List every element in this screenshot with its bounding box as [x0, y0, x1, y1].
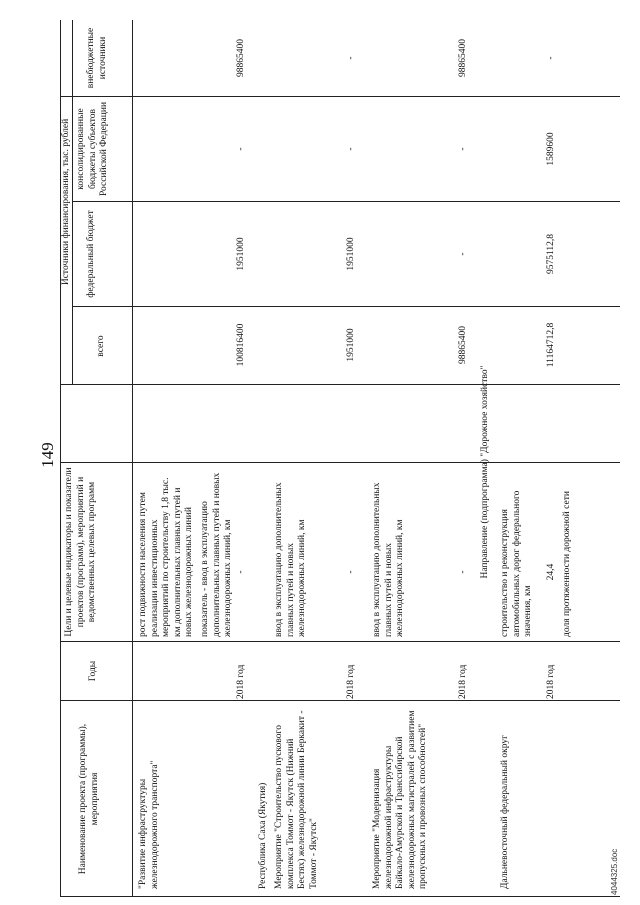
col-rule-2	[60, 641, 620, 642]
row1-federal: 1951000	[236, 237, 246, 271]
row4-value: 24,4	[546, 563, 556, 581]
row3-regional: -	[458, 147, 468, 151]
row3-total: 98865400	[458, 326, 468, 364]
row3-goals: ввод в эксплуатацию дополнительных главных путей и новых железнодорожных линий, км	[372, 482, 405, 637]
row1-regional: -	[236, 147, 246, 151]
row3-year: 2018 год	[458, 664, 468, 699]
row2-extra: -	[346, 56, 356, 60]
col-rule-7	[60, 96, 620, 97]
row2-total: 1951000	[346, 328, 356, 362]
header-name: Наименование проекта (программы), мероприятия	[78, 723, 100, 875]
header-federal: федеральный бюджет	[86, 210, 96, 298]
col-rule-3	[60, 462, 620, 463]
row4-direction: Направление (подпрограмма) "Дорожное хозяйство"	[480, 365, 490, 579]
header-years: Годы	[88, 660, 98, 682]
row4-goals: строительство и реконструкция автомобильных дорог федерального значения, км	[500, 490, 533, 637]
row1-total: 100816400	[236, 323, 246, 367]
header-total: всего	[96, 335, 106, 357]
row2-goals: ввод в эксплуатацию дополнительных главных путей и новых железнодорожных линий, км	[274, 482, 307, 637]
row3-federal: -	[458, 252, 468, 256]
header-goals: Цели и целевые индикаторы и показатели проектов (программ), мероприятий и ведомственных целевых программ	[64, 467, 97, 637]
row4-extra: -	[546, 56, 556, 60]
row4-federal: 9575112,8	[546, 233, 556, 275]
financing-table	[60, 20, 640, 897]
row2-federal: 1951000	[346, 237, 356, 271]
row4-regional: 1589600	[546, 132, 556, 166]
footer-filename: 4044325.doc	[610, 848, 619, 895]
header-extra: внебюджетные источники	[86, 27, 108, 89]
row4-name: Дальневосточный федеральный округ	[500, 735, 510, 889]
row1-goals: рост подвижности населения путем реализации инвестиционных мероприятий по строительству 1,8 тыс. км дополнительных главных путей и новых железнодорожных линий	[138, 477, 194, 637]
header-bottom-rule	[132, 20, 133, 897]
row1-name: "Развитие инфраструктуры железнодорожного транспорта"	[138, 760, 160, 889]
row3-name: Мероприятие "Модернизация железнодорожной инфраструктуры Байкало-Амурской и Транссибирской железнодорожных магистралей с развитием пропускных и провозных способностей"	[372, 710, 428, 889]
row2-region: Республика Саха (Якутия)	[258, 782, 268, 889]
row4-year: 2018 год	[546, 664, 556, 699]
col-rule-1	[60, 700, 620, 701]
row1-year: 2018 год	[236, 664, 246, 699]
row3-value: -	[458, 570, 468, 574]
header-regional: консолидированные бюджеты субъектов Российской Федерации	[76, 101, 109, 197]
col-rule-0	[60, 896, 620, 897]
row1-goals2: показатель - ввод в эксплуатацию дополнительных главных путей и новых железнодорожных линий, км	[200, 472, 233, 637]
row2-regional: -	[346, 147, 356, 151]
row1-value: -	[236, 570, 246, 574]
row4-goals2: доля протяженности дорожной сети	[562, 491, 572, 637]
col-rule-6	[72, 201, 620, 202]
row1-extra: 98865400	[236, 39, 246, 77]
page-number: 149	[38, 442, 57, 468]
row4-total: 11164712,8	[546, 322, 556, 368]
row3-extra: 98865400	[458, 39, 468, 77]
row2-value: -	[346, 570, 356, 574]
row2-year: 2018 год	[346, 664, 356, 699]
col-rule-4	[60, 384, 620, 385]
header-sources: Источники финансирования, тыс. рублей	[61, 118, 71, 286]
row2-name: Мероприятие "Строительство пускового комплекса Томмот - Якутск (Нижний Бестях) железнодорожной линии Беркакит - Томмот - Якутск"	[274, 710, 319, 889]
